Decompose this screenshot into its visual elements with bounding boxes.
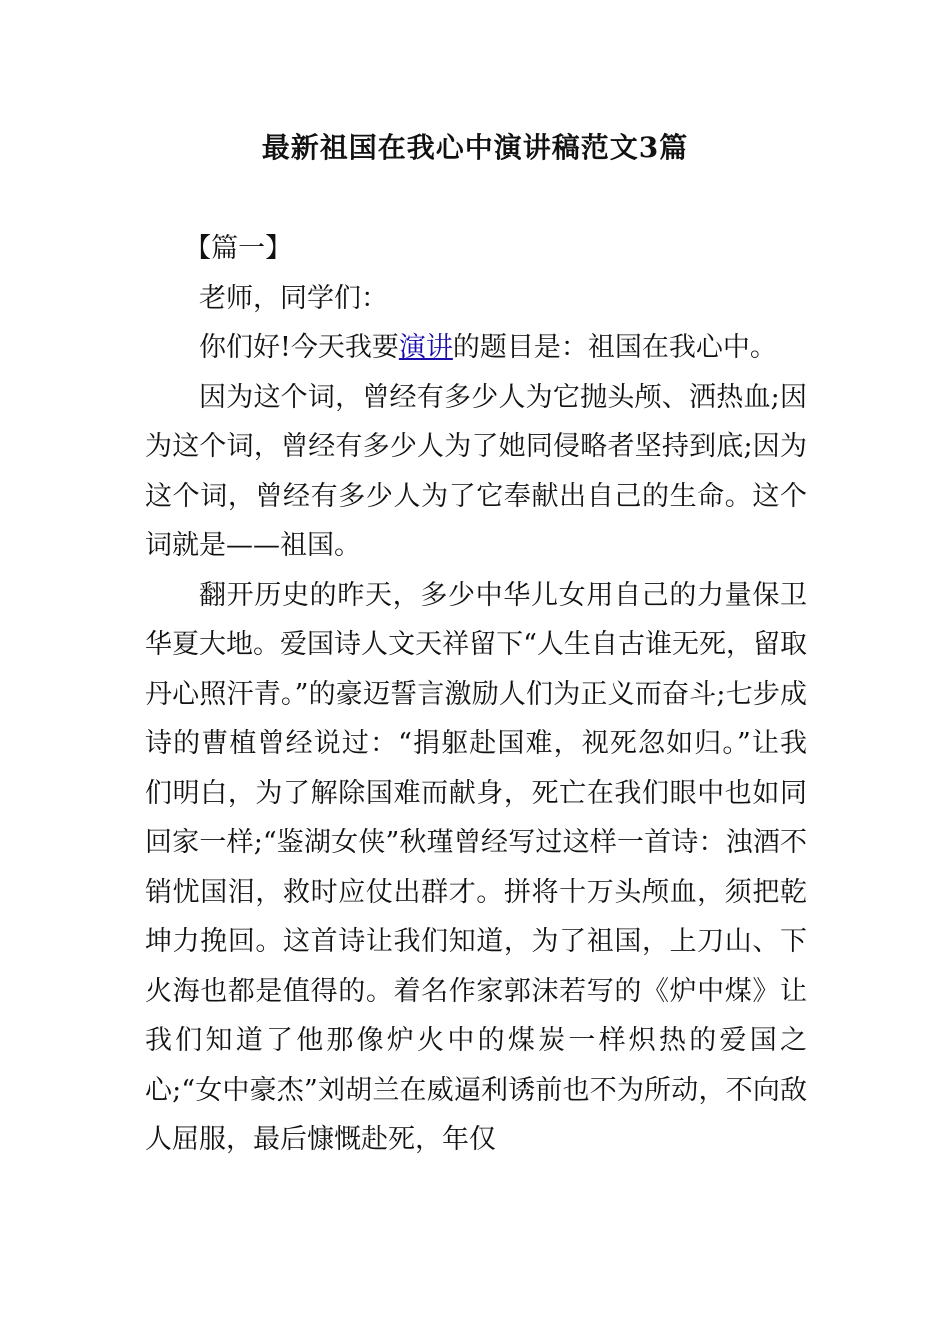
salutation: 老师，同学们：: [199, 282, 388, 314]
paragraph-intro: [145, 323, 807, 373]
paragraph-motherland: 因为这个词，曾经有多少人为它抛头颅、洒热血;因为这个词，曾经有多少人为了她同侵略者坚持到底;因为这个词，曾经有多少人为了它奉献出自己的生命。这个词就是——祖国。: [145, 381, 807, 561]
speech-link[interactable]: 演讲: [398, 332, 453, 363]
paragraph-history: 翻开历史的昨天，多少中华儿女用自己的力量保卫华夏大地。爱国诗人文天祥留下“人生自古谁无死，留取丹心照汗青。”的豪迈誓言激励人们为正义而奋斗;七步成诗的曹植曾经说过：“捐躯赴国难，视死忽如归。”让我们明白，为了解除国难而献身，死亡在我们眼中也如同回家一样;“鉴湖女侠”秋瑾曾经写过这样一首诗：浊酒不销忧国泪，救时应仗出群才。拼将十万头颅血，须把乾坤力挽回。这首诗让我们知道，为了祖国，上刀山、下火海也都是值得的。着名作家郭沫若写的《炉中煤》让我们知道了他那像炉火中的煤炭一样炽热的爱国之心;“女中豪杰”刘胡兰在威逼利诱前也不为所动，不向敌人屈服，最后慷慨赴死，年仅: [145, 579, 807, 1155]
intro-text-before-link: 你们好!今天我要: [199, 332, 399, 363]
document-title: 最新祖国在我心中演讲稿范文3篇: [261, 131, 689, 164]
intro-text-after-link: 的题目是：祖国在我心中。: [452, 332, 777, 363]
document-body: [145, 224, 807, 1165]
section-heading: 【篇一】: [184, 233, 293, 264]
